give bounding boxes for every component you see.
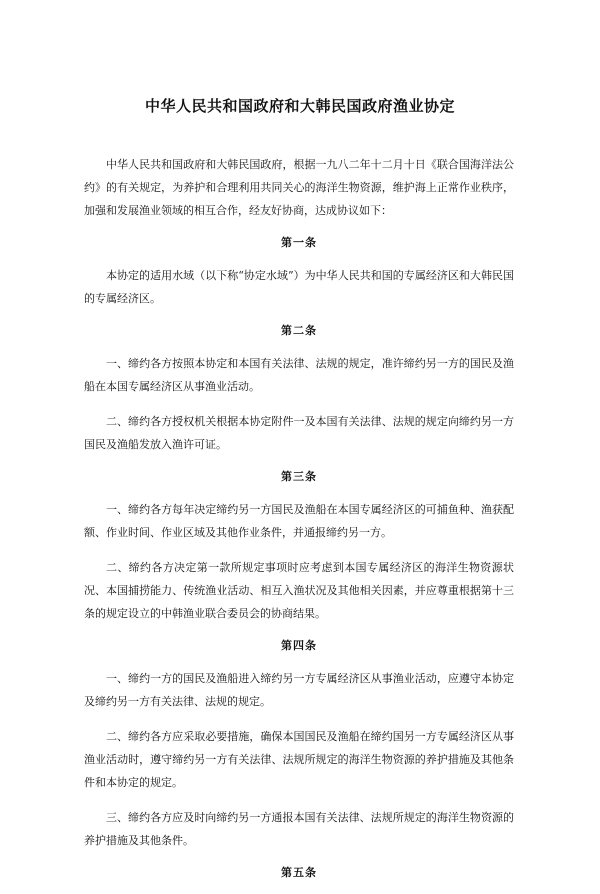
article-paragraph: 二、缔约各方授权机关根据本协定附件一及本国有关法律、法规的规定向缔约另一方国民及渔船发放入渔许可证。 bbox=[84, 415, 514, 451]
preamble: 中华人民共和国政府和大韩民国政府，根据一九八二年十二月十日《联合国海洋法公约》的有关规定，为养护和合理利用共同关心的海洋生物资源，维护海上正常作业秩序，加强和发展渔业领域的相互合作，经友好协商，达成协议如下： bbox=[84, 158, 514, 217]
article-paragraph: 本协定的适用水域（以下称“协定水域”）为中华人民共和国的专属经济区和大韩民国的专属经济区。 bbox=[84, 269, 514, 305]
article-paragraph: 三、缔约各方应及时向缔约另一方通报本国有关法律、法规所规定的海洋生物资源的养护措施及其他条件。 bbox=[84, 811, 514, 847]
article-heading: 第二条 bbox=[281, 324, 317, 337]
article-paragraph: 一、缔约各方按照本协定和本国有关法律、法规的规定，准许缔约另一方的国民及渔船在本国专属经济区从事渔业活动。 bbox=[84, 357, 514, 393]
document-title: 中华人民共和国政府和大韩民国政府渔业协定 bbox=[144, 97, 455, 115]
article-heading: 第三条 bbox=[281, 470, 317, 483]
article-paragraph: 一、缔约一方的国民及渔船进入缔约另一方专属经济区从事渔业活动，应遵守本协定及缔约另一方有关法律、法规的规定。 bbox=[84, 672, 514, 708]
article-paragraph: 一、缔约各方每年决定缔约另一方国民及渔船在本国专属经济区的可捕鱼种、渔获配额、作业时间、作业区域及其他作业条件，并通报缔约另一方。 bbox=[84, 503, 514, 539]
article-paragraph: 二、缔约各方决定第一款所规定事项时应考虑到本国专属经济区的海洋生物资源状况、本国捕捞能力、传统渔业活动、相互入渔状况及其他相关因素，并应尊重根据第十三条的规定设立的中韩渔业联合委员会的协商结果。 bbox=[84, 561, 514, 620]
article-heading: 第一条 bbox=[281, 236, 317, 249]
document-body bbox=[84, 153, 514, 894]
article-heading: 第四条 bbox=[281, 639, 317, 652]
article-heading: 第五条 bbox=[281, 866, 317, 879]
article-paragraph: 二、缔约各方应采取必要措施，确保本国国民及渔船在缔约国另一方专属经济区从事渔业活动时，遵守缔约另一方有关法律、法规所规定的海洋生物资源的养护措施及其他条件和本协定的规定。 bbox=[84, 730, 514, 789]
